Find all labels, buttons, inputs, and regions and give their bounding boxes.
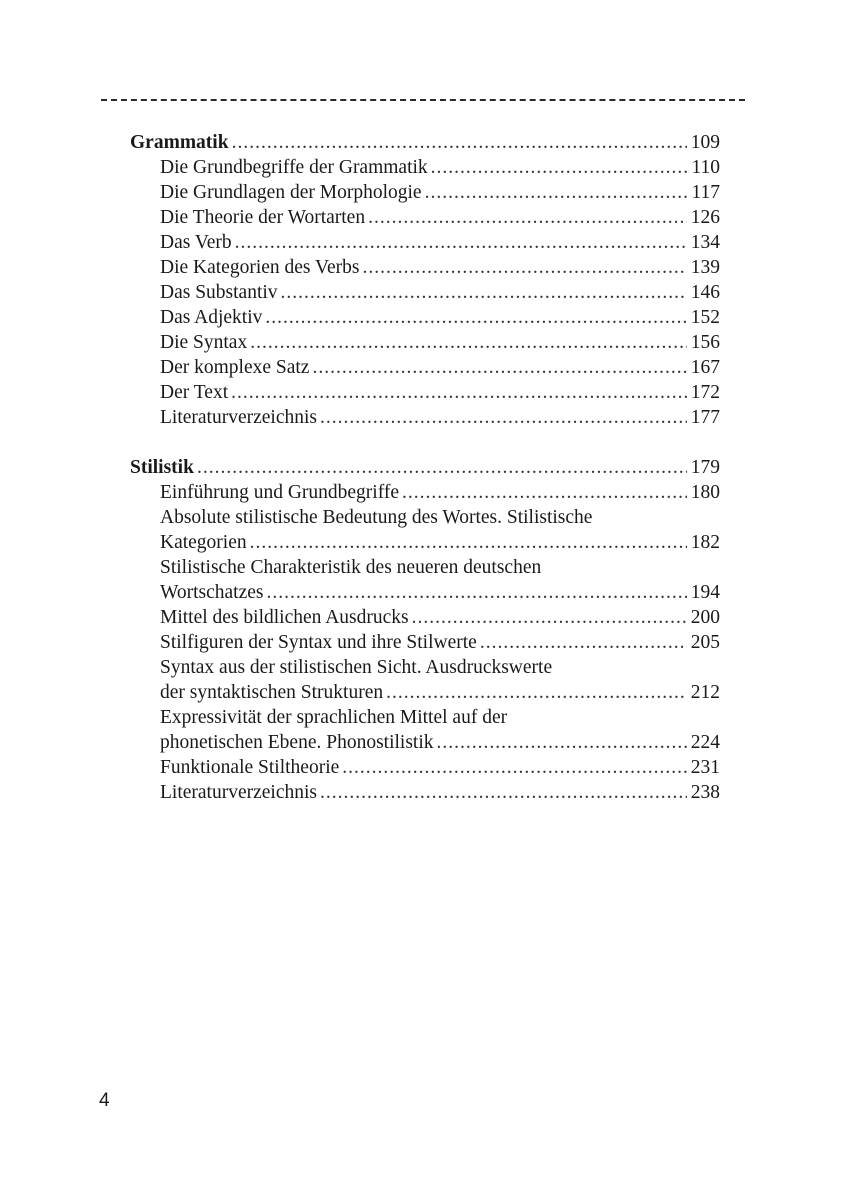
toc-entry-last-line [130,580,720,605]
toc-page-number: 238 [690,782,720,803]
page-number: 4 [99,1090,110,1111]
toc-entry-title: Stilfiguren der Syntax und ihre Stilwerte [160,632,477,653]
toc-section-stilistik [130,455,720,805]
dot-leader [431,155,688,180]
toc-entry-multiline[interactable] [130,655,720,705]
header-dashed-rule [101,99,745,101]
dot-leader [368,205,687,230]
dot-leader [312,355,686,380]
dot-leader [250,330,687,355]
toc-entry-title: Literaturverzeichnis [160,407,317,428]
dot-leader [437,730,687,755]
toc-page-number: 182 [690,532,720,553]
dot-leader [265,305,686,330]
toc-entry-title: Die Grundbegriffe der Grammatik [160,157,428,178]
toc-page-number: 110 [691,157,720,178]
dot-leader [320,405,687,430]
toc-entry[interactable] [130,205,720,230]
toc-entry[interactable] [130,280,720,305]
dot-leader [266,580,686,605]
dot-leader [235,230,687,255]
toc-entry-last-line [130,730,720,755]
toc-entry-multiline[interactable] [130,705,720,755]
toc-entry[interactable] [130,305,720,330]
toc-entry[interactable] [130,405,720,430]
dot-leader [425,180,688,205]
toc-entry-title: Funktionale Stiltheorie [160,757,340,778]
dot-leader [362,255,686,280]
toc-entry-title: Die Syntax [160,332,248,353]
toc-entry-title: Das Adjektiv [160,307,263,328]
toc-entry-title: Kategorien [160,532,247,553]
toc-page-number: 134 [690,232,720,253]
toc-entry[interactable] [130,355,720,380]
toc-entry[interactable] [130,155,720,180]
toc-entry-title: Literaturverzeichnis [160,782,317,803]
toc-entry[interactable] [130,755,720,780]
toc-page-number: 156 [690,332,720,353]
toc-entry-multiline[interactable] [130,555,720,605]
dot-leader [232,130,687,155]
toc-entry-title: Das Verb [160,232,232,253]
toc-page-number: 180 [690,482,720,503]
toc-page-number: 194 [690,582,720,603]
dot-leader [281,280,687,305]
toc-entry-title: Das Substantiv [160,282,278,303]
toc-entry[interactable] [130,255,720,280]
toc-entry-first-line: Absolute stilistische Bedeutung des Wortes. Stilistische [160,507,593,528]
toc-entry[interactable] [130,380,720,405]
dot-leader [231,380,687,405]
toc-entry[interactable] [130,480,720,505]
toc-heading-title: Stilistik [130,457,194,478]
toc-entry-title: Der Text [160,382,229,403]
toc-entry-last-line [130,680,720,705]
toc-page-number: 117 [691,182,720,203]
toc-entry-title: Die Theorie der Wortarten [160,207,366,228]
toc-entry-title: phonetischen Ebene. Phonostilistik [160,732,434,753]
toc-entry-last-line [130,530,720,555]
toc-entry-first-line: Expressivität der sprachlichen Mittel auf der [160,707,508,728]
toc-entry[interactable] [130,780,720,805]
toc-entry[interactable] [130,605,720,630]
toc-section-grammatik [130,130,720,430]
toc-page-number: 179 [690,457,720,478]
toc-page-number: 177 [690,407,720,428]
toc-section-heading[interactable] [130,130,720,155]
toc-page-number: 205 [690,632,720,653]
toc-entry-title: der syntaktischen Strukturen [160,682,384,703]
toc-entry[interactable] [130,180,720,205]
toc-entry[interactable] [130,230,720,255]
toc-page-number: 126 [690,207,720,228]
table-of-contents [130,130,720,830]
toc-page-number: 152 [690,307,720,328]
toc-entry-title: Die Grundlagen der Morphologie [160,182,422,203]
dot-leader [386,680,687,705]
toc-entry-title: Mittel des bildlichen Ausdrucks [160,607,409,628]
toc-section-heading[interactable] [130,455,720,480]
toc-entry-title: Wortschatzes [160,582,264,603]
dot-leader [480,630,687,655]
toc-entry-title: Einführung und Grundbegriffe [160,482,399,503]
toc-entry-first-line: Syntax aus der stilistischen Sicht. Ausdruckswerte [160,657,553,678]
toc-entry-title: Der komplexe Satz [160,357,310,378]
dot-leader [412,605,687,630]
toc-page-number: 139 [690,257,720,278]
toc-heading-title: Grammatik [130,132,229,153]
toc-page-number: 109 [690,132,720,153]
toc-entry-first-line: Stilistische Charakteristik des neueren deutschen [160,557,542,578]
dot-leader [250,530,687,555]
toc-entry[interactable] [130,330,720,355]
toc-page-number: 224 [690,732,720,753]
toc-entry[interactable] [130,630,720,655]
toc-page-number: 200 [690,607,720,628]
toc-page-number: 212 [690,682,720,703]
toc-entry-multiline[interactable] [130,505,720,555]
toc-page-number: 146 [690,282,720,303]
toc-entry-title: Die Kategorien des Verbs [160,257,360,278]
dot-leader [342,755,686,780]
dot-leader [197,455,687,480]
toc-page-number: 231 [690,757,720,778]
dot-leader [320,780,687,805]
toc-page-number: 172 [690,382,720,403]
toc-page-number: 167 [690,357,720,378]
dot-leader [402,480,687,505]
